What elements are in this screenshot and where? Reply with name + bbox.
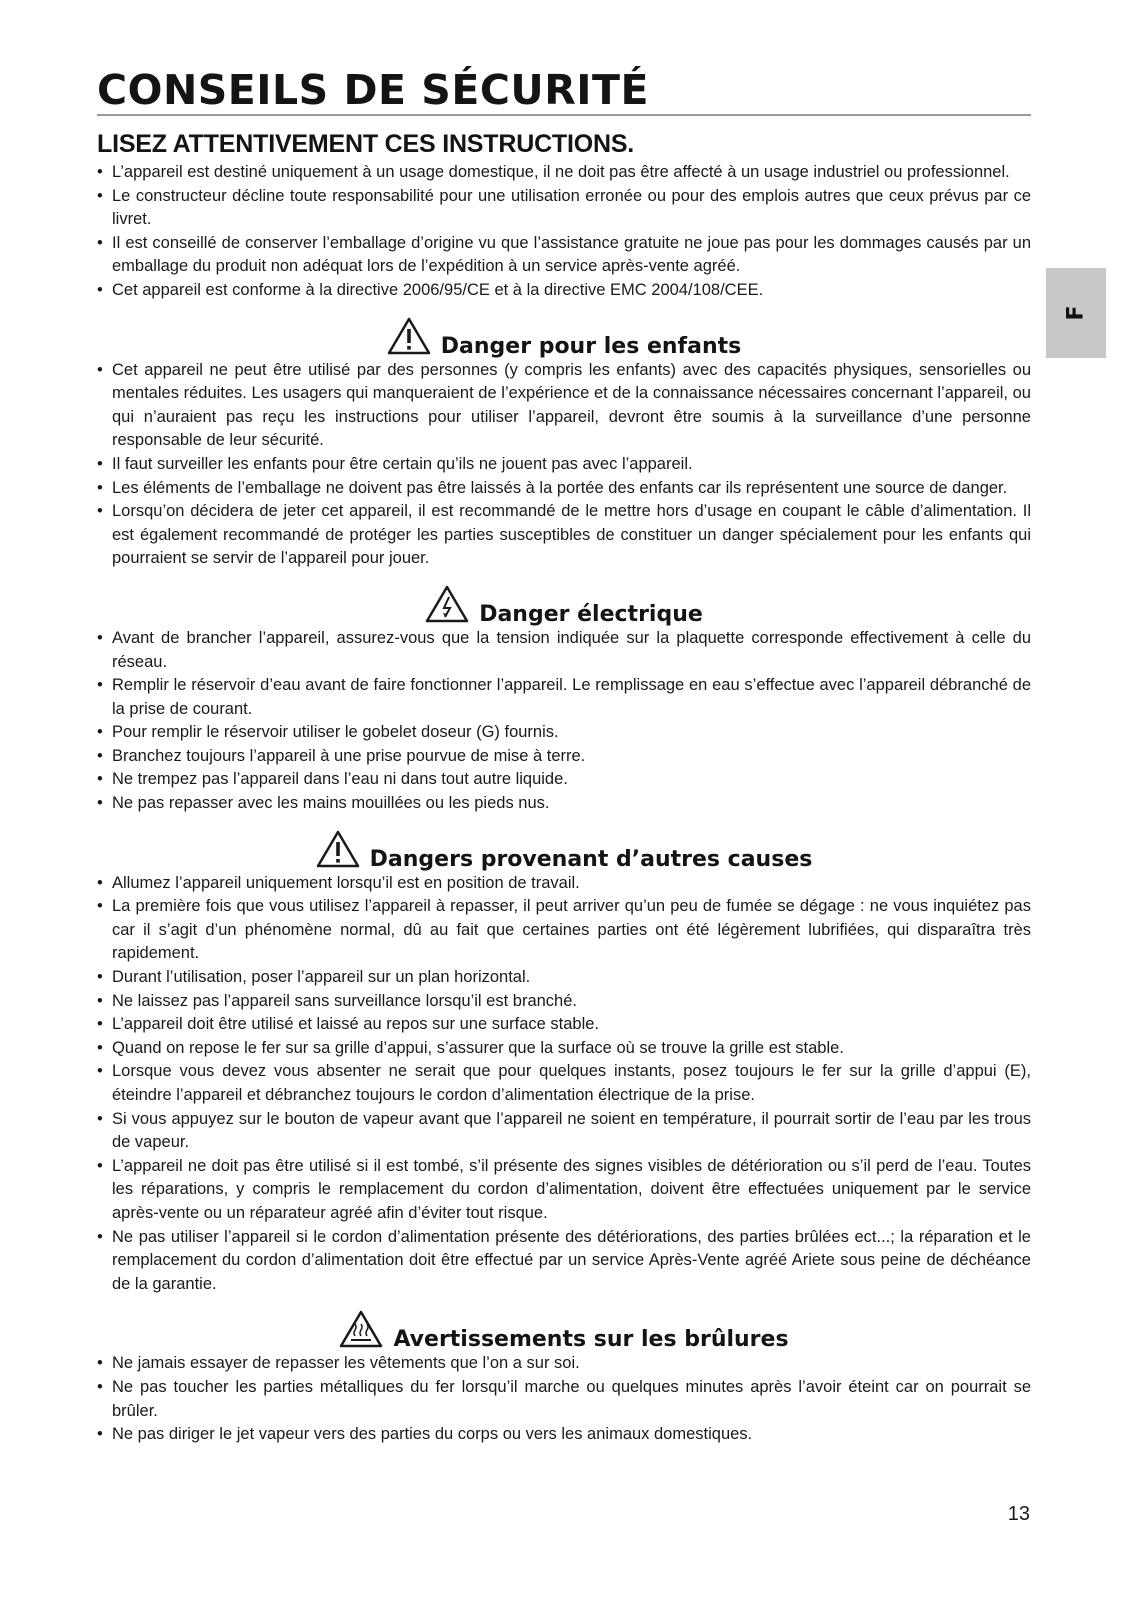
intro-list <box>97 161 1031 303</box>
other-dangers-list <box>97 872 1031 1297</box>
list-item: • Durant l’utilisation, poser l’appareil sur un plan horizontal. <box>97 966 1031 990</box>
list-item: • Ne pas repasser avec les mains mouillées ou les pieds nus. <box>97 792 1031 816</box>
section-title: Danger pour les enfants <box>440 333 742 359</box>
list-item: • La première fois que vous utilisez l’appareil à repasser, il peut arriver qu’un peu de fumée se dégage : ne vous inquiétez pas car il s’agit d’un phénomène normal, dû au fait que certaines parties ont été légèrement lubrifiées, qui disparaîtra très rapidement. <box>97 895 1031 966</box>
page-title: CONSEILS DE SÉCURITÉ <box>97 66 1031 116</box>
list-item: • Lorsque vous devez vous absenter ne serait que pour quelques instants, posez toujours le fer sur la grille d’appui (E), éteindre l’appareil et débranchez toujours le cordon d’alimentation électrique de la prise. <box>97 1060 1031 1107</box>
electric-danger-list <box>97 627 1031 816</box>
list-item: • Lorsqu’on décidera de jeter cet appareil, il est recommandé de le mettre hors d’usage en coupant le câble d’alimentation. Il est également recommandé de protéger les parties susceptibles de constituer un danger spécialement pour les enfants qui pourraient se servir de l’appareil pour jouer. <box>97 500 1031 571</box>
children-danger-list <box>97 359 1031 571</box>
burns-warnings-list <box>97 1352 1031 1446</box>
list-item: • Remplir le réservoir d’eau avant de faire fonctionner l’appareil. Le remplissage en eau s’effectue avec l’appareil débranché de la prise de courant. <box>97 674 1031 721</box>
list-item: • Ne trempez pas l’appareil dans l’eau ni dans tout autre liquide. <box>97 768 1031 792</box>
list-item: • Pour remplir le réservoir utiliser le gobelet doseur (G) fournis. <box>97 721 1031 745</box>
list-item: • Branchez toujours l’appareil à une prise pourvue de mise à terre. <box>97 745 1031 769</box>
list-item: • Il faut surveiller les enfants pour être certain qu’ils ne jouent pas avec l’appareil. <box>97 453 1031 477</box>
list-item: • Ne pas diriger le jet vapeur vers des parties du corps ou vers les animaux domestiques. <box>97 1423 1031 1447</box>
warning-electric-icon <box>425 585 469 623</box>
list-item: • Ne pas toucher les parties métalliques du fer lorsqu’il marche ou quelques minutes après l’avoir éteint car on pourrait se brûler. <box>97 1376 1031 1423</box>
list-item: • Ne laissez pas l’appareil sans surveillance lorsqu’il est branché. <box>97 990 1031 1014</box>
list-item: • L’appareil est destiné uniquement à un usage domestique, il ne doit pas être affecté à un usage industriel ou professionnel. <box>97 161 1031 185</box>
list-item: • Il est conseillé de conserver l’emballage d’origine vu que l’assistance gratuite ne joue pas pour les dommages causés par un emballage du produit non adéquat lors de l’expédition à un service après-vente agréé. <box>97 232 1031 279</box>
warning-exclamation-icon <box>316 830 360 868</box>
section-title: Dangers provenant d’autres causes <box>369 846 813 872</box>
list-item: • Quand on repose le fer sur sa grille d’appui, s’assurer que la surface où se trouve la grille est stable. <box>97 1037 1031 1061</box>
list-item: • Cet appareil est conforme à la directive 2006/95/CE et à la directive EMC 2004/108/CEE. <box>97 279 1031 303</box>
page-number: 13 <box>1007 1503 1030 1525</box>
warning-hot-surface-icon <box>339 1310 383 1348</box>
content <box>97 128 1031 1447</box>
section-heading-burns <box>97 1310 1031 1352</box>
subtitle: LISEZ ATTENTIVEMENT CES INSTRUCTIONS. <box>97 130 635 158</box>
list-item: • Les éléments de l’emballage ne doivent pas être laissés à la portée des enfants car ils représentent une source de danger. <box>97 477 1031 501</box>
list-item: • L’appareil ne doit pas être utilisé si il est tombé, s’il présente des signes visibles de détérioration ou s’il perd de l’eau. Toutes les réparations, y compris le remplacement du cordon d’alimentation, doivent être effectuées uniquement par le service après-vente ou un réparateur agréé afin d’éviter tout risque. <box>97 1155 1031 1226</box>
list-item: • Cet appareil ne peut être utilisé par des personnes (y compris les enfants) avec des capacités physiques, sensorielles ou mentales réduites. Les usagers qui manqueraient de l’expérience et de la connaissance nécessaires concernant l’appareil, ou qui n’auraient pas reçu les instructions pour utiliser l’appareil, devront être soumis à la surveillance d’une personne responsable de leur sécurité. <box>97 359 1031 453</box>
section-heading-other-causes <box>97 830 1031 872</box>
section-title: Danger électrique <box>479 601 703 627</box>
list-item: • Allumez l’appareil uniquement lorsqu’il est en position de travail. <box>97 872 1031 896</box>
list-item: • Ne jamais essayer de repasser les vêtements que l’on a sur soi. <box>97 1352 1031 1376</box>
list-item: • L’appareil doit être utilisé et laissé au repos sur une surface stable. <box>97 1013 1031 1037</box>
list-item: • Ne pas utiliser l’appareil si le cordon d’alimentation présente des détériorations, des parties brûlées ect...; la réparation et le remplacement du cordon d’alimentation doit être effectué par un service Après-Vente agréé Ariete sous peine de déchéance de la garantie. <box>97 1226 1031 1297</box>
section-heading-electric <box>97 585 1031 627</box>
warning-exclamation-icon <box>387 317 431 355</box>
list-item: • Le constructeur décline toute responsabilité pour une utilisation erronée ou pour des emplois autres que ceux prévus par ce livret. <box>97 185 1031 232</box>
section-heading-children <box>97 317 1031 359</box>
section-title: Avertissements sur les brûlures <box>393 1327 789 1353</box>
list-item: • Si vous appuyez sur le bouton de vapeur avant que l’appareil ne soient en température, il pourrait sortir de l’eau par les trous de vapeur. <box>97 1108 1031 1155</box>
list-item: • Avant de brancher l’appareil, assurez-vous que la tension indiquée sur la plaquette corresponde effectivement à celle du réseau. <box>97 627 1031 674</box>
language-tab-label: F <box>1063 305 1089 321</box>
language-tab <box>1046 268 1106 358</box>
